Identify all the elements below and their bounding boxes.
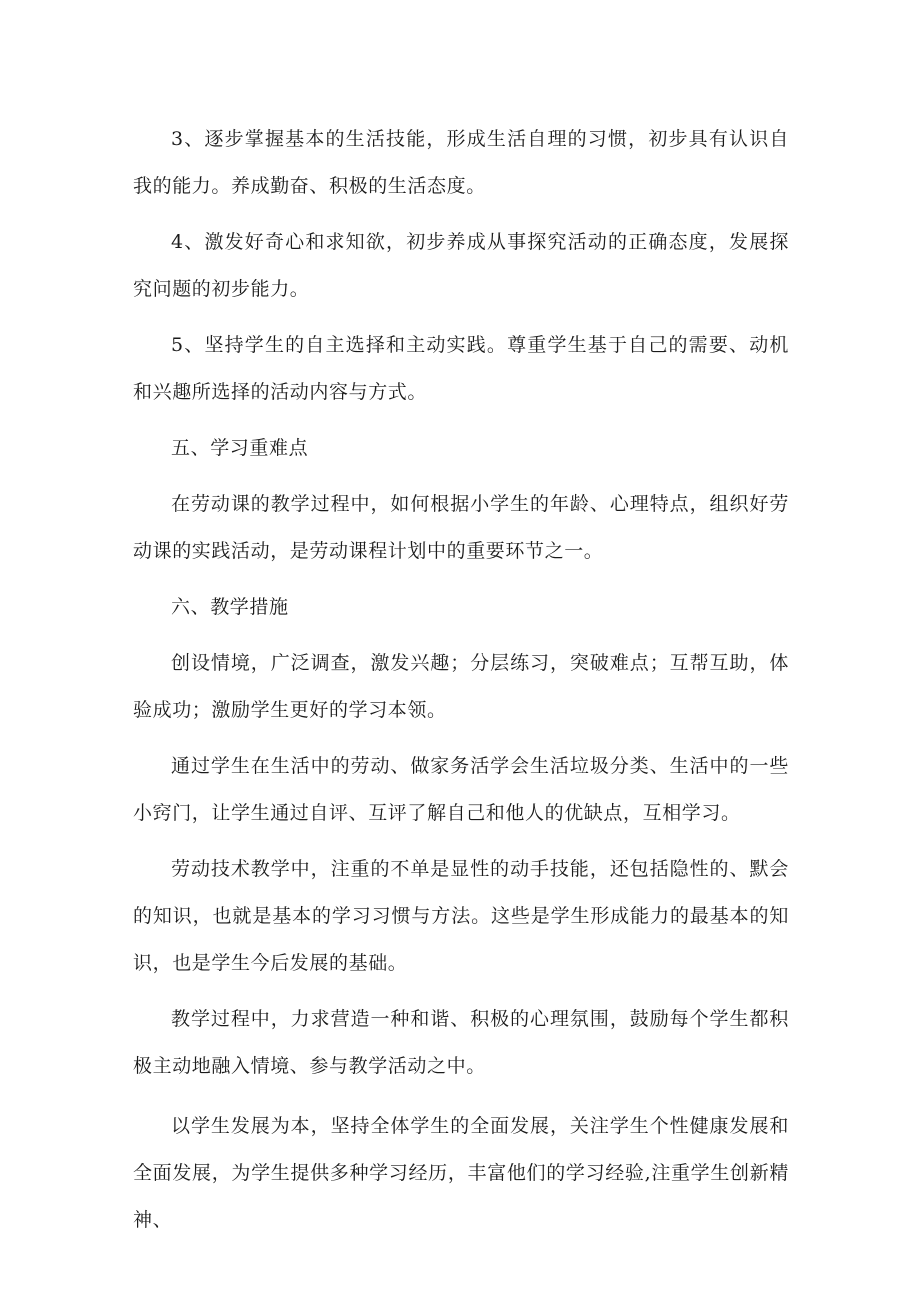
section-heading-difficulties: 五、学习重难点 (171, 437, 309, 459)
paragraph-measures-1: 创设情境，广泛调查，激发兴趣；分层练习，突破难点；互帮互助，体验成功；激励学生更好的学习本领。 (133, 652, 789, 721)
section-heading-measures: 六、教学措施 (171, 596, 289, 618)
paragraph-measures-4: 教学过程中，力求营造一种和谐、积极的心理氛围，鼓励每个学生都积极主动地融入情境、参与教学活动之中。 (133, 1008, 789, 1077)
paragraph-measures-3: 劳动技术教学中，注重的不单是显性的动手技能，还包括隐性的、默会的知识，也就是基本的学习习惯与方法。这些是学生形成能力的最基本的知识，也是学生今后发展的基础。 (133, 858, 789, 974)
paragraph-goal-3: 3、逐步掌握基本的生活技能，形成生活自理的习惯，初步具有认识自我的能力。养成勤奋、积极的生活态度。 (133, 128, 789, 197)
document-body (133, 116, 789, 1244)
paragraph-measures-2: 通过学生在生活中的劳动、做家务活学会生活垃圾分类、生活中的一些小窍门，让学生通过自评、互评了解自己和他人的优缺点，互相学习。 (133, 755, 789, 824)
paragraph-measures-5: 以学生发展为本，坚持全体学生的全面发展，关注学生个性健康发展和全面发展，为学生提供多种学习经历，丰富他们的学习经验,注重学生创新精神、 (133, 1115, 789, 1231)
paragraph-goal-5: 5、坚持学生的自主选择和主动实践。尊重学生基于自己的需要、动机和兴趣所选择的活动内容与方式。 (133, 334, 789, 403)
paragraph-goal-4: 4、激发好奇心和求知欲，初步养成从事探究活动的正确态度，发展探究问题的初步能力。 (133, 231, 789, 300)
paragraph-difficulties: 在劳动课的教学过程中，如何根据小学生的年龄、心理特点，组织好劳动课的实践活动，是劳动课程计划中的重要环节之一。 (133, 493, 789, 562)
